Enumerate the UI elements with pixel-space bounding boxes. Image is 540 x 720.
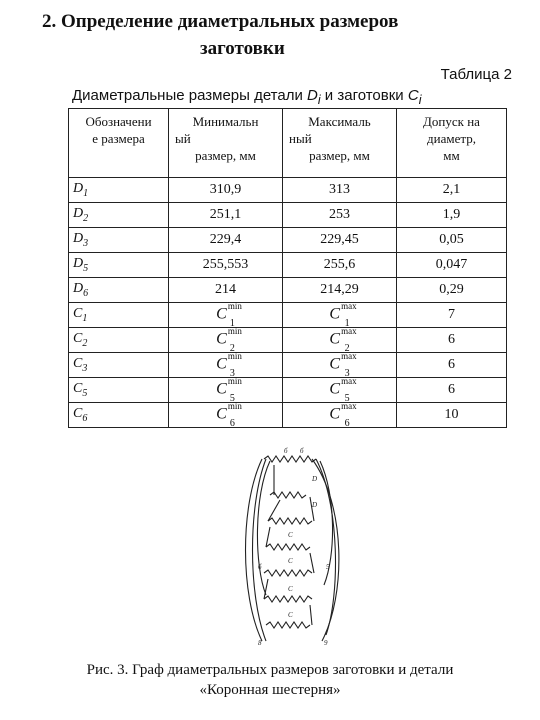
cell-designation: $C_2$ bbox=[69, 328, 169, 353]
table-label: Таблица 2 bbox=[440, 66, 512, 83]
table-row bbox=[69, 403, 507, 428]
cell-tolerance: 6 bbox=[397, 378, 507, 403]
cell-designation: $D_2$ bbox=[69, 203, 169, 228]
cell-max: $C^{max}_1$ bbox=[283, 303, 397, 328]
cell-min: $C^{min}_3$ bbox=[169, 353, 283, 378]
cell-min: $C^{min}_5$ bbox=[169, 378, 283, 403]
cell-tolerance: 6 bbox=[397, 353, 507, 378]
svg-text:С: С bbox=[288, 585, 293, 593]
table-row bbox=[69, 178, 507, 203]
figure-caption-line-2: «Коронная шестерня» bbox=[199, 682, 341, 698]
cell-max: $C^{max}_5$ bbox=[283, 378, 397, 403]
svg-text:б: б bbox=[284, 447, 288, 455]
cell-max: 253 bbox=[283, 203, 397, 228]
cell-tolerance: 2,1 bbox=[397, 178, 507, 203]
svg-text:б: б bbox=[300, 447, 304, 455]
cell-min: 310,9 bbox=[169, 178, 283, 203]
table-header-row bbox=[69, 109, 507, 178]
cell-tolerance: 7 bbox=[397, 303, 507, 328]
figure-caption bbox=[0, 660, 540, 700]
cell-tolerance: 1,9 bbox=[397, 203, 507, 228]
cell-designation: $D_3$ bbox=[69, 228, 169, 253]
cell-tolerance: 0,29 bbox=[397, 278, 507, 303]
cell-max: $C^{max}_6$ bbox=[283, 403, 397, 428]
cell-min: 251,1 bbox=[169, 203, 283, 228]
table-row bbox=[69, 278, 507, 303]
table-row bbox=[69, 253, 507, 278]
table-row bbox=[69, 353, 507, 378]
cell-designation: $D_6$ bbox=[69, 278, 169, 303]
svg-text:D: D bbox=[312, 475, 318, 483]
cell-max: 255,6 bbox=[283, 253, 397, 278]
cell-max: 214,29 bbox=[283, 278, 397, 303]
header-designation: Обозначени е размера bbox=[69, 109, 169, 178]
dimension-graph-figure bbox=[240, 445, 350, 650]
cell-designation: $D_5$ bbox=[69, 253, 169, 278]
table-caption: Диаметральные размеры детали $D_i$ и заготовки $C_i$ bbox=[72, 87, 422, 107]
cell-min: $C^{min}_2$ bbox=[169, 328, 283, 353]
svg-text:8: 8 bbox=[258, 639, 262, 647]
table-row bbox=[69, 378, 507, 403]
cell-designation: $C_5$ bbox=[69, 378, 169, 403]
table-row bbox=[69, 303, 507, 328]
svg-text:С: С bbox=[288, 611, 293, 619]
cell-max: 229,45 bbox=[283, 228, 397, 253]
dimensions-table bbox=[68, 108, 507, 428]
cell-min: 214 bbox=[169, 278, 283, 303]
table-row bbox=[69, 203, 507, 228]
cell-max: $C^{max}_3$ bbox=[283, 353, 397, 378]
cell-designation: $C_6$ bbox=[69, 403, 169, 428]
heading-line-2: заготовки bbox=[200, 38, 285, 59]
table-row bbox=[69, 328, 507, 353]
svg-text:D: D bbox=[312, 501, 318, 509]
figure-caption-line-1: Рис. 3. Граф диаметральных размеров заготовки и детали bbox=[86, 662, 454, 678]
svg-text:б: б bbox=[258, 563, 262, 571]
cell-designation: $C_1$ bbox=[69, 303, 169, 328]
header-min-size: Минимальн ый размер, мм bbox=[169, 109, 283, 178]
svg-text:С: С bbox=[288, 557, 293, 565]
cell-min: 229,4 bbox=[169, 228, 283, 253]
svg-text:С: С bbox=[288, 531, 293, 539]
cell-designation: $C_3$ bbox=[69, 353, 169, 378]
cell-min: $C^{min}_6$ bbox=[169, 403, 283, 428]
heading-line-1: 2. Определение диаметральных размеров bbox=[42, 11, 399, 32]
cell-min: 255,553 bbox=[169, 253, 283, 278]
cell-tolerance: 0,05 bbox=[397, 228, 507, 253]
cell-designation: $D_1$ bbox=[69, 178, 169, 203]
header-max-size: Максималь ный размер, мм bbox=[283, 109, 397, 178]
cell-max: $C^{max}_2$ bbox=[283, 328, 397, 353]
cell-max: 313 bbox=[283, 178, 397, 203]
svg-text:9: 9 bbox=[324, 639, 328, 647]
cell-tolerance: 10 bbox=[397, 403, 507, 428]
cell-tolerance: 6 bbox=[397, 328, 507, 353]
table-row bbox=[69, 228, 507, 253]
cell-min: $C^{min}_1$ bbox=[169, 303, 283, 328]
svg-text:5: 5 bbox=[326, 563, 330, 571]
cell-tolerance: 0,047 bbox=[397, 253, 507, 278]
header-tolerance: Допуск на диаметр, мм bbox=[397, 109, 507, 178]
